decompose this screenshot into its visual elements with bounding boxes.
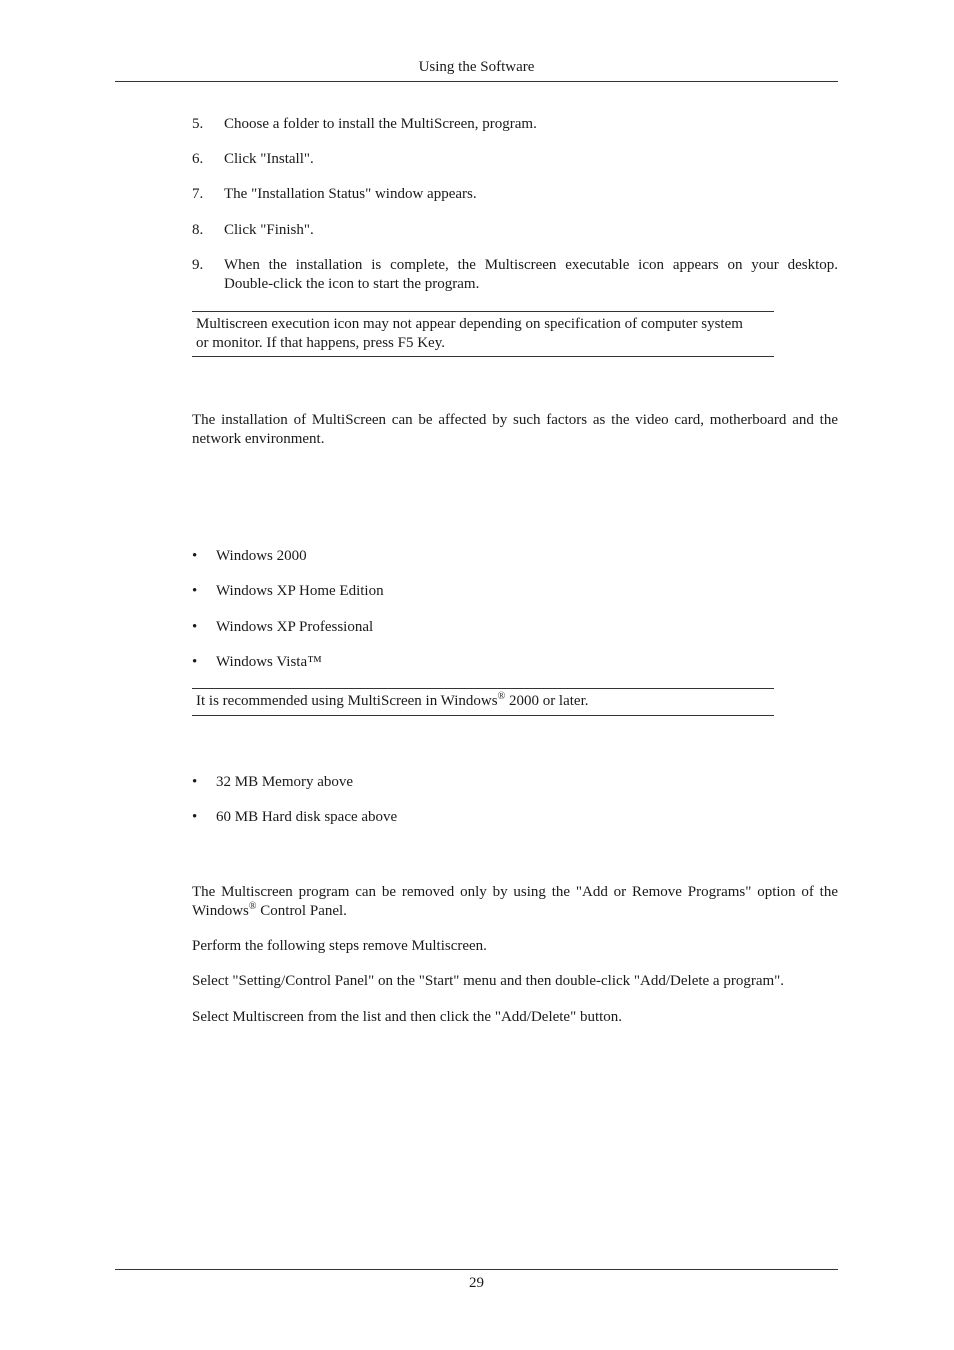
paragraph-text: Control Panel. xyxy=(256,903,347,919)
list-item-text: Windows 2000 xyxy=(216,548,307,564)
step-number: 8. xyxy=(192,222,204,238)
hw-list-item xyxy=(192,773,792,792)
note-os-recommendation xyxy=(192,688,774,716)
bullet-icon: • xyxy=(192,774,198,790)
paragraph-text: Windows xyxy=(192,903,249,919)
step-number: 7. xyxy=(192,186,204,202)
step-number: 9. xyxy=(192,257,204,273)
registered-mark: ® xyxy=(248,901,257,912)
step-text: The "Installation Status" window appears. xyxy=(224,186,477,202)
os-list-item xyxy=(192,618,792,637)
step-text: Click "Install". xyxy=(224,151,314,167)
note-line: or monitor. If that happens, press F5 Key. xyxy=(196,335,445,351)
uninstall-step-control-panel: Select "Setting/Control Panel" on the "Start" menu and then double-click "Add/Delete a program". xyxy=(192,973,785,989)
bullet-icon: • xyxy=(192,809,198,825)
page-header xyxy=(115,57,838,82)
bullet-icon: • xyxy=(192,619,198,635)
note-line: Multiscreen execution icon may not appear depending on specification of computer system xyxy=(196,316,743,332)
step-number: 5. xyxy=(192,116,204,132)
step-number: 6. xyxy=(192,151,204,167)
paragraph-line: The Multiscreen program can be removed only by using the "Add or Remove Programs" option of the xyxy=(192,884,838,900)
bullet-icon: • xyxy=(192,583,198,599)
uninstall-step-select: Select Multiscreen from the list and then click the "Add/Delete" button. xyxy=(192,1009,623,1025)
page-number: 29 xyxy=(469,1275,484,1291)
paragraph-line: network environment. xyxy=(192,431,325,447)
step-text-line2: Double-click the icon to start the program. xyxy=(224,276,480,292)
bullet-icon: • xyxy=(192,654,198,670)
list-item-text: Windows XP Home Edition xyxy=(216,583,384,599)
paragraph-line xyxy=(192,902,838,921)
os-list-item xyxy=(192,547,792,566)
bullet-icon: • xyxy=(192,548,198,564)
install-step-5 xyxy=(192,115,838,134)
install-step-9 xyxy=(192,256,838,294)
hw-list-item xyxy=(192,808,792,827)
step-text: Choose a folder to install the MultiScreen, program. xyxy=(224,116,537,132)
uninstall-paragraph xyxy=(192,883,838,921)
note-text: It is recommended using MultiScreen in Windows xyxy=(196,693,498,709)
list-item-text: 60 MB Hard disk space above xyxy=(216,809,398,825)
install-factors-paragraph xyxy=(192,411,838,449)
registered-mark: ® xyxy=(497,691,506,702)
install-step-8 xyxy=(192,221,838,240)
list-item-text: Windows Vista™ xyxy=(216,654,322,670)
step-text: Click "Finish". xyxy=(224,222,314,238)
step-text-line1: When the installation is complete, the Multiscreen executable icon appears on your desktop. xyxy=(224,257,838,273)
os-list-item xyxy=(192,653,792,672)
paragraph-line: The installation of MultiScreen can be affected by such factors as the video card, motherboard and the xyxy=(192,412,838,428)
list-item-text: 32 MB Memory above xyxy=(216,774,354,790)
note-execution-icon xyxy=(192,311,774,357)
note-text: 2000 or later. xyxy=(505,693,589,709)
uninstall-steps-intro: Perform the following steps remove Multiscreen. xyxy=(192,938,487,954)
os-list-item xyxy=(192,582,792,601)
list-item-text: Windows XP Professional xyxy=(216,619,374,635)
install-step-6 xyxy=(192,150,838,169)
install-step-7 xyxy=(192,185,838,204)
page-header-title: Using the Software xyxy=(418,59,535,75)
page-footer xyxy=(115,1269,838,1293)
